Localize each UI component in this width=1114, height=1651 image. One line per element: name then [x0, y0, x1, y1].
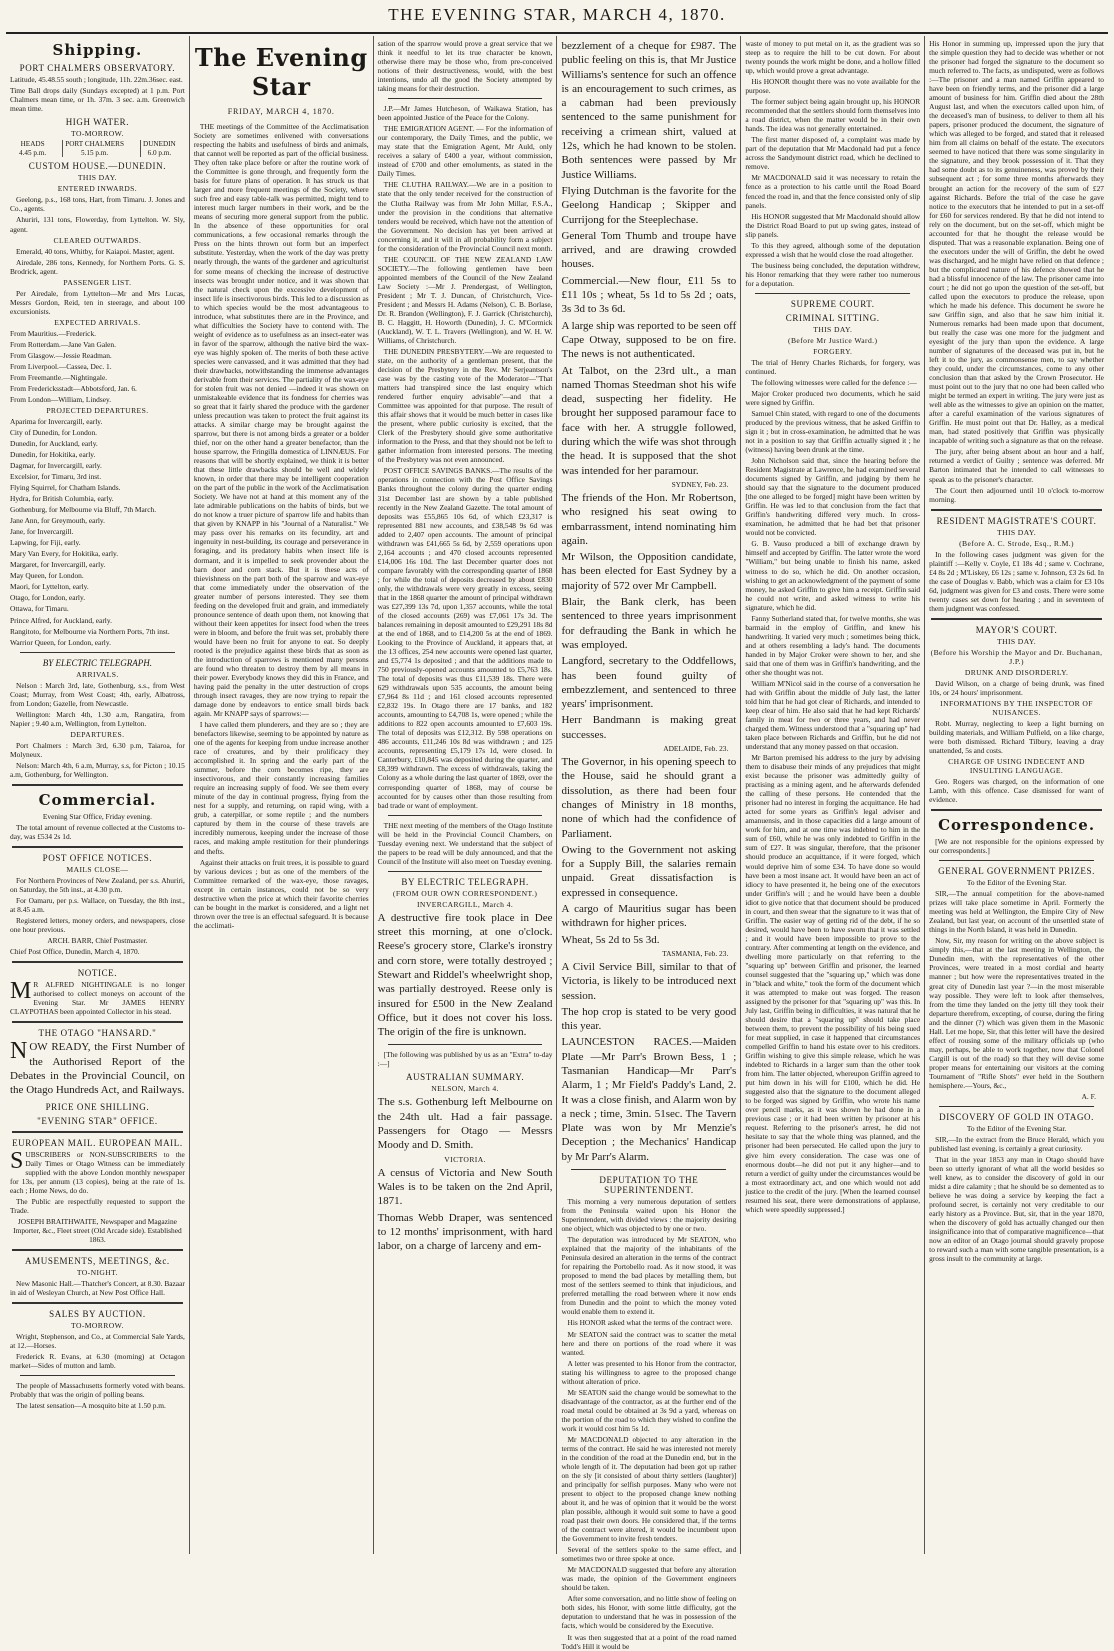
headline: AMUSEMENTS, MEETINGS, &c.: [25, 1255, 170, 1266]
dateline: SYDNEY, Feb. 23.: [671, 479, 729, 489]
paragraph: Geo. Rogers was charged, on the information of one Lamb, with this offence. Case dismissed for want of evidence.: [929, 777, 1104, 805]
headline: POST OFFICE NOTICES.: [42, 852, 153, 863]
header-rule: [6, 32, 1108, 34]
paragraph: Mr MACDONALD objected to any alteration in the terms of the contract. He said he was interested not merely in the condition of the road at the Dunedin end, but in the whole length of it. The deputation had been got up rather on the sly [it consisted of about thirty settlers (laughter)] and principally for selfish purposes. Many who were not present to object to the proposed change knew nothing about it, and he was of opinion that it would be the worst plan possible, although it would suit some to have a good road past their own doors. He considered that, if the terms of the contract were altered, it would be incumbent upon the Government to invite fresh tenders.: [561, 1434, 737, 1544]
paragraph: Latitude, 45.48.55 south ; longitude, 11h. 22m.36sec. east.: [10, 75, 183, 84]
headline: DEPUTATION TO THE SUPERINTENDENT.: [599, 1175, 699, 1196]
paragraph: The jury, after being absent about an hour and a half, returned a verdict of Guilty ; sentence was deferred. Mr Barton intimated that he intended to call witnesses to speak as to the prisoner's character.: [929, 447, 1104, 484]
paragraph: Mr SEATON said the contract was to scatter the metal here and there on portions of the road where it was wanted.: [561, 1329, 737, 1357]
paragraph: Ottawa, for Timaru.: [10, 604, 69, 614]
subheading: DEPARTURES.: [70, 729, 125, 739]
paragraph: Lapwing, for Fiji, early.: [10, 538, 81, 548]
subheading: TO-MORROW.: [71, 129, 124, 139]
paragraph: From Rotterdam.—Jane Van Galen.: [10, 339, 116, 349]
paragraph: From Liverpool.—Cassea, Dec. 1.: [10, 361, 112, 371]
paragraph: Dunedin, for Auckland, early.: [10, 439, 98, 448]
headline: "EVENING STAR" OFFICE.: [37, 1115, 158, 1126]
page-header: THE EVENING STAR, MARCH 4, 1870.: [388, 5, 726, 24]
subheading: ENTERED INWARDS.: [57, 184, 138, 194]
headline: MAYOR'S COURT.: [975, 624, 1058, 635]
headline: PRICE ONE SHILLING.: [45, 1101, 150, 1112]
column-2: [190, 36, 374, 1554]
headline: HIGH WATER.: [65, 117, 130, 128]
subheading: FORGERY.: [813, 346, 853, 356]
headline: PORT CHALMERS OBSERVATORY.: [19, 63, 176, 73]
paragraph: Robt. Murray, neglecting to keep a light burning on building materials, and William Pulfield, on a like charge, were both dismissed. Richard Tilbury, leaving a dray unattended, 5s and costs.: [929, 718, 1104, 755]
subheading: DRUNK AND DISORDERLY.: [964, 667, 1069, 677]
subheading: THIS DAY.: [77, 173, 117, 183]
subheading: PROJECTED DEPARTURES.: [46, 405, 149, 415]
paragraph: It was then suggested that at a point of the road named Todd's Hill it would be: [561, 1632, 737, 1651]
paragraph: The deputation was introduced by Mr SEATON, who explained that the majority of the inhabitants of the Peninsula desired an alteration in the terms of the contract for repairing the Portobello road. As it now stood, it was proposed to mend the bad places by metalling them, but most of the settlers seemed to think that injudicious, and preferred metalling the road between where it now ends from Dunedin and the point to which the money voted would enable them to extend it.: [561, 1235, 737, 1317]
paragraph: A Civil Service Bill, similar to that of Victoria, is likely to be introduced next session.: [561, 960, 737, 1002]
column-rule: [931, 618, 1102, 620]
paragraph: sation of the sparrow would prove a great service that we think it needful to let its true character be known, otherwise there may be those who, from pre-conceived notions of their destructiveness, would, with the best intentions, undo all the good the Society attempted by taking means for their destruction.: [377, 39, 553, 94]
column-rule: [388, 1044, 543, 1045]
paragraph: The hop crop is stated to be very good this year.: [561, 1005, 737, 1033]
paragraph: After some conversation, and no little show of feeling on both sides, his Honor, with some little difficulty, got the deputation to understand that he was in possession of the facts, which would be considered by the Executive.: [561, 1594, 737, 1631]
paragraph: From Glasgow.—Jessie Readman.: [10, 350, 112, 360]
column-rule: [12, 961, 183, 963]
paragraph: Prince Alfred, for Auckland, early.: [10, 615, 112, 625]
paragraph: Frederick R. Evans, at 6.30 (morning) at Octagon market—Sides of mutton and lamb.: [10, 1351, 185, 1370]
paragraph: Jane Ann, for Greymouth, early.: [10, 516, 105, 526]
paragraph: This morning a very numerous deputation of settlers from the Peninsula waited upon his Honor the Superintendent, with divided views : the majority desiring one object, which was objected to by one or two.: [561, 1197, 737, 1234]
headline: SUPREME COURT.: [790, 298, 875, 309]
notice-text: R ALFRED NIGHTINGALE is no longer authorised to collect moneys on account of the Evening Star. Mr JAMES HENRY CLAYPOTHAS been appointed Collector in his stead.: [10, 980, 185, 1017]
headline: NOTICE.: [77, 968, 118, 979]
section-heading: Commercial.: [38, 790, 157, 809]
paragraph: Dagmar, for Invercargill, early.: [10, 461, 102, 471]
subheading: TO-MORROW.: [71, 1320, 124, 1330]
subheading: (Before A. C. Strode, Esq., R.M.): [959, 538, 1074, 548]
paragraph: POST OFFICE SAVINGS BANKS.—The results of the operations in connection with the Post Office Savings Banks throughout the colony during the quarter ending 31st December last are shown by a table published recently in the New Zealand Gazette. The total amount of deposits was £55,865 10s 6d, of which £23,317 is represented 881 new accounts, and £38,548 9s 6d was added to 2,407 open accounts. The amount of principal withdrawn was £41,665 5s 6d, by 2,559 operations upon 2,164 accounts ; and 470 closed accounts represented £14,006 16s 10d. The last December quarter does not compare favorably with the corresponding quarter of 1868 ; for while the total of deposits decreased by about £830 only, the withdrawals were very greatly in excess, seeing that in the 1868 quarter the amount of principal withdrawn was £27,399 13s 7d, upon 1,357 accounts, while the total of the closed accounts (269) was £7,061 17s 3d. The balances remaining in deposit amounted to £29,291 18s 8d at the end of 1868, and to £14,200 5s at the end of 1869. Looking to the Province of Auckland, it appears that, at the 13 offices, 254 new accounts were opened last quarter, and £5,774 1s deposited ; and that the additions made to 750 previously-opened accounts amounted to £5,763 18s. The total of deposits was thus £11,539 18s. There were 629 withdrawals upon 535 accounts, the amount being £7,964 8s 11d ; and 161 closed accounts represented £2,832 19s. In Otago there are 17 banks, and 182 accounts, amounting to £4,708 1s, were opened ; while the additions to 822 open accounts amounted to £7,603 19s. The total of deposits was £12,312. By 598 operations on 486 accounts, £11,246 10s 8d was withdrawn ; and 125 accounts, representing £5,179 17s 1d, were closed. In Canterbury, £10,845 was deposited during the quarter, and £8,399 withdrawn. The excess of withdrawals, taking the Colony as a whole during the last quarter of 1869, over the corresponding quarter of 1868, may of course be accounted for by causes other than those resulting from bad trade or want of employment.: [377, 466, 553, 810]
paragraph: A cargo of Mauritius sugar has been withdrawn for higher prices.: [561, 902, 737, 930]
paragraph: In the following cases judgment was given for the plaintiff :—Kelly v. Coyle, £1 18s 4d ; same v. Cochrane, £4 8s 2d ; M'Liskey, £6 12s ; same v. Johnson, £3 2s 6d. In the case of Douglas v. Babb, which was a claim for £3 10s 6d, judgment was given for £3 and costs. There were some twenty cases set down for hearing ; and in seventeen of them judgment was confessed.: [929, 549, 1104, 613]
column-rule: [12, 846, 183, 848]
paragraph: The former subject being again brought up, his HONOR recommended that the settlers should form themselves into a road district, when the matter would be in their own hands. The idea was not generally entertained.: [745, 97, 921, 134]
drop-cap: N: [10, 1038, 28, 1065]
paragraph: Wellington: March 4th, 1.30 a.m, Rangatira, from Napier ; 9.40 a.m, Wellington, from Lyttelton.: [10, 709, 185, 728]
paragraph: Fanny Sutherland stated that, for twelve months, she was barmaid in the employ of Griffin, and knew his handwriting. It varied very much ; sometimes being thick, and at others resembling a lady's hand. The documents handed in by Major Croker were shown to her, and she said that one of them was in Griffin's handwriting, and the other she thought was not.: [745, 613, 921, 677]
paragraph: Airedale, 286 tons, Kennedy, for Northern Ports. G. S. Brodrick, agent.: [10, 257, 185, 276]
column-rule: [388, 98, 543, 99]
subheading: ARRIVALS.: [76, 669, 119, 679]
paragraph: Gothenburg, for Melbourne via Bluff, 7th March.: [10, 505, 157, 515]
paragraph: Warrior Queen, for London, early.: [10, 637, 111, 647]
subheading: EXPECTED ARRIVALS.: [54, 317, 141, 327]
centered-line: To the Editor of the Evening Star.: [966, 1123, 1067, 1133]
paragraph: General Tom Thumb and troupe have arrived, and are drawing crowded houses.: [561, 229, 737, 271]
centered-line: ARCH. BARR, Chief Postmaster.: [47, 936, 148, 946]
paragraph: Maori, for Lyttelton, early.: [10, 582, 89, 592]
paragraph: LAUNCESTON RACES.—Maiden Plate —Mr Parr's Brown Bess, 1 ; Tasmanian Handicap—Mr Parr's Alarm, 1 ; Mr Field's Paddy's Land, 2. It was a close finish, and Alarm won by a neck ; time, 3min. 51sec. The Tavern Plate was won by Mr Menzie's Deception ; the Mechanics' Handicap by Mr Parr's Alarm.: [561, 1036, 737, 1163]
paragraph: SIR,—In the extract from the Bruce Herald, which you published last evening, is certainly a great curiosity.: [929, 1134, 1104, 1153]
column-1: [6, 36, 190, 1554]
tide-cell: HEADS 4.45 p.m.: [19, 140, 47, 157]
paragraph: Time Ball drops daily (Sundays excepted) at 1 p.m. Port Chalmers mean time, or 1h. 37m. 3 sec. a.m. Greenwich mean time.: [10, 86, 185, 114]
notice-paragraph: [10, 1147, 185, 1195]
paragraph: Mary Van Every, for Hokitika, early.: [10, 549, 119, 559]
subheading: THIS DAY.: [997, 527, 1037, 537]
paragraph: The friends of the Hon. Mr Robertson, who resigned his seat owing to embarrassment, intend nominating him again.: [561, 491, 737, 547]
column-5: [741, 36, 925, 1554]
paragraph: waste of money to put metal on it, as the gradient was so steep as to require the hill to be cut down. For about twenty pounds the work might be done, and a hollow filled up, which would prove a great advantage.: [745, 39, 921, 76]
centered-line: Evening Star Office, Friday evening.: [42, 811, 152, 821]
headline: GENERAL GOVERNMENT PRIZES.: [938, 866, 1095, 877]
dateline: ADELAIDE, Feb. 23.: [663, 743, 729, 753]
headline: AUSTRALIAN SUMMARY.: [405, 1072, 525, 1083]
notice-paragraph: [10, 1040, 185, 1097]
column-rule: [931, 809, 1102, 811]
paragraph: Mr Barton premised his address to the jury by advising them to disabuse their minds of any prejudices that might exist because the prisoner was admittedly guilty of practising as a mining agent, and he afterwards defended the calling of these persons. He contended that the prisoner had no interest in forging the acquittance. He had acted for some years as Griffin's legal adviser and amanuensis, and in those capacities did a large amount of work for him, and at one time was indebted to him in the sum of £60, while he was only indebted to Griffin in the sum of £27. It was singular, therefore, that the prisoner should produce an acquittance, if it were forged, which would deprive him of some £34. To have done so would have been a most insane act. It would have been an act of idiocy to have presented it, he being one of the executors under Griffin's will ; and he would have been a double idiot to give notice that that document should be produced in court, and then swear that the signature to it was that of Griffin. The easier way of getting rid of the debt, if he so desired, would have been to have sworn that it was settled ; and it would have been impossible to prove to the contrary. After commenting at length on the evidence, and dwelling more particularly on that referring to the "squaring up" between Griffin and prisoner, the learned counsel suggested that the "squaring up," which was done in "black and white," took the form of the document which it was attempted to make out was forged. The reason assigned by the prisoner for that "squaring up" was this. In July last, Griffin being in difficulties, it was natural that he should desire that a "squaring up" should take place between them, to prevent the possibility of his being sued for meat supplied, in case it happened that circumstances compelled Griffin to hand his estate over to his creditors. Griffin wishing to give this simple release, which he was indebted to Richards in a larger sum than the other took from him. The latter objected, whereupon Griffin agreed to put him down in his will for £100, which he did. He suggested also that the signature to the document alleged to be forged was signed by Griffin, who wrote his name over pencil marks, as it was shown he had done in a previous case ; or it had been written by prisoner at his request. Referring to the prisoner's arrest, he did not hesitate to say that the whole thing was planned, and the prisoner had been persecuted. He called upon the jury to give him every consideration. The case was one of enormous doubt—he did not put it any higher—and to return a verdict of guilty under the circumstances would be a most extraordinary act, and one which would not add justice to the credit of the jury. [When the learned counsel resumed his seat, there were demonstrations of applause, which were speedily suppressed.]: [745, 753, 921, 1214]
tide-cell: DUNEDIN 6.0 p.m.: [140, 140, 178, 157]
paragraph: Margaret, for Invercargill, early.: [10, 560, 106, 570]
paragraph: bezzlement of a cheque for £987. The public feeling on this is, that Mr Justice Williams's sentence for such an offence is an encouragement to such crimes, as a cabman had been previously sentenced to the same punishment for receiving a crimean shirt, valued at 12s, which he had known to be stolen. Both sentences were passed by Mr Justice Williams.: [561, 40, 737, 181]
paragraph: His HONOR thought there was no vote available for the purpose.: [745, 77, 921, 96]
subheading: INVERCARGILL, March 4.: [417, 899, 514, 909]
paragraph: THE EMIGRATION AGENT. — For the information of our contemporary, the Daily Times, and the public, we may state that the Emigration Agent, Mr Auld, only receives a salary of £400 a year, without commission, instead of £700 and other emoluments, as stated in the Daily Times.: [377, 124, 553, 179]
paragraph: His HONOR suggested that Mr Macdonald should allow the District Road Board to put up swing gates, instead of slip panels.: [745, 211, 921, 239]
paragraph: Thomas Webb Draper, was sentenced to 12 months' imprisonment, with hard labor, on a charge of larceny and em-: [377, 1211, 553, 1253]
subheading: VICTORIA.: [444, 1154, 486, 1164]
paragraph: Rangitoto, for Melbourne via Northern Ports, 7th inst.: [10, 626, 170, 636]
paragraph: At Talbot, on the 23rd ult., a man named Thomas Steedman shot his wife dead, suspecting her fidelity. He brought her supposed paramour face to face with her. A struggle followed, during which the wife was shot through the head. It is supposed that the shot was intended for her paramour.: [561, 364, 737, 477]
paragraph: The latest sensation—A mosquito bite at 1.50 p.m.: [16, 1401, 166, 1411]
paragraph: The following witnesses were called for the defence :—: [751, 377, 917, 387]
paragraph: Samuel Chin stated, with regard to one of the documents produced by the previous witness, that he asked Griffin to sign it ; but in cross-examination, he admitted that he was not in a position to say that Griffin actually signed it ; he (witness) having been drunk at the time.: [745, 408, 921, 455]
paragraph: Several of the settlers spoke to the same effect, and sometimes two or three spoke at once.: [561, 1545, 737, 1564]
subheading: TO-NIGHT.: [76, 1267, 118, 1277]
paragraph: From Fredericksstadt—Abbotsford, Jan. 6.: [10, 383, 137, 393]
paragraph: Mr MACDONALD suggested that before any alteration was made, the opinion of the Government engineers should be taken.: [561, 1565, 737, 1593]
paragraph: The people of Massachusetts formerly voted with beans. Probably that was the origin of polling beans.: [10, 1381, 185, 1400]
subheading: (Before his Worship the Mayor and Dr. Buchanan, J.P.): [930, 647, 1103, 666]
paragraph: City of Dunedin, for London.: [10, 427, 98, 437]
tide-cell: PORT CHALMERS 5.15 p.m.: [62, 140, 126, 157]
paragraph: Flying Dutchman is the favorite for the Geelong Handicap ; Skipper and Currijong for the Steeplechase.: [561, 184, 737, 226]
paragraph: Now, Sir, my reason for writing on the above subject is simply this,—that at the last meeting in Wellington, the Dunedin men, with the representatives of the other Provinces, were treated in a most cordial and hearty manner ; but how were the representatives treated in the great city of Dunedin last year ?—in the most miserable way possible. They were left to look after themselves, from the time they landed on the jetty till they took their departure therefrom, excepting, of course, during the firing and the dinner (?) which was given them in the Masonic Hall. Let me hope, Sir, that this letter will have the desired effect of rousing some of the military officials up (who may, perhaps, be able to work together, now that Colonel Cargill is out of the road) so that they will devise some proper means for entertaining our visitors at the coming Tournament of "Rifle Shots" ever held in the Southern hemisphere.—Yours, &c.,: [929, 936, 1104, 1090]
paragraph: Nelson: March 4th, 6 a.m, Murray, s.s, for Picton ; 10.15 a.m, Gothenburg, for Wellington.: [10, 760, 185, 779]
section-heading: Correspondence.: [938, 816, 1096, 835]
drop-cap: M: [10, 978, 32, 1005]
column-4: [557, 36, 741, 1651]
paragraph: [We are not responsible for the opinions expressed by our correspondents.]: [929, 837, 1104, 856]
paragraph: New Masonic Hall.—Thatcher's Concert, at 8.30. Bazaar in aid of Wesleyan Church, at New Post Office Hall.: [10, 1278, 185, 1297]
paragraph: Wheat, 5s 2d to 5s 3d.: [561, 933, 660, 946]
paragraph: Emerald, 40 tons, Whitby, for Kaiapoi. Master, agent.: [16, 246, 175, 256]
paragraph: Commercial.—New flour, £11 5s to £11 10s ; wheat, 5s 1d to 5s 2d ; oats, 3s 3d to 3s 6d.: [561, 274, 737, 316]
column-rule: [931, 509, 1102, 511]
paragraph: Hydra, for British Columbia, early.: [10, 494, 114, 504]
subheading: (FROM OUR OWN CORRESPONDENT.): [392, 888, 538, 898]
subheading: PASSENGER LIST.: [63, 277, 132, 287]
paragraph: The s.s. Gothenburg left Melbourne on the 24th ult. Had a fair passage. Passengers for Otago — Messrs Moody and D. Smith.: [377, 1096, 553, 1152]
paragraph: For Northern Provinces of New Zealand, per s.s. Ahuriri, on Saturday, the 5th inst., at 4.30 p.m.: [10, 875, 185, 894]
italic-heading: BY ELECTRIC TELEGRAPH.: [42, 657, 153, 668]
subheading: INFORMATIONS BY THE INSPECTOR OF NUISANCES.: [940, 698, 1093, 717]
paragraph: I have called them plunderers, and they are so ; they are benefactors likewise, seeming to be appointed by nature as one of the agents for keeping from undue increase another race of creatures, and by their prolificacy they accomplished it. In spring and the early part of the summer, before the corn becomes ripe, they are insectivorous, and their constantly increasing families require an increasing supply of food. We see them every minute of the day in continual progress, flying from the nest for a supply, and returning, on rapid wing, with a grub, a caterpillar, or some reptile ; and the numbers captured by them in the course of these travels are incredibly numerous, keeping under the increase of those races, and making ample restitution for their plunderings and thefts.: [193, 720, 369, 856]
paragraph: The Court then adjourned until 10 o'clock to-morrow morning.: [929, 485, 1104, 504]
subheading: MAILS CLOSE—: [66, 864, 129, 874]
paragraph: That in the year 1853 any man in Otago should have been so utterly ignorant of what all the world besides so well knew, as to consider the discovery of gold in our midst a dire calamity ; that he should be so demented as to believe he was doing a service by keeping the fact a profound secret, is certainly not very creditable to our early history as a Province. But, sir, that in the year 1870, when the discovery of gold has actually changed our then insignificance into that of comparative magnificence—that now an editor of an Otago journal should gravely propose to reward such a man with some tangible presentation, is a gross insult to the community at large.: [929, 1155, 1104, 1264]
paragraph: Ahuriri, 131 tons, Flowerday, from Lyttelton. W. Sly, agent.: [10, 215, 185, 234]
subheading: CHARGE OF USING INDECENT AND INSULTING LANGUAGE.: [948, 757, 1085, 775]
subheading: NELSON, March 4.: [431, 1084, 499, 1094]
paragraph: A letter was presented to his Honor from the contractor, stating his willingness to agree to the proposed change without alteration of price.: [561, 1358, 737, 1386]
paragraph: [The following was published by us as an "Extra" to-day :—]: [377, 1050, 553, 1069]
paragraph: THE CLUTHA RAILWAY.—We are in a position to state that the only tender received for the construction of the Clutha Railway was from Mr John Millar, F.S.A., under the provision in the conditions that alternative tenders would be received, which have not the attention of the Government. No decision has yet been arrived at concerning it, and it will in all probability form a subject for the consideration of the Provincial Council next month.: [377, 180, 553, 253]
notice-text: UBSCRIBERS or NON-SUBSCRIBERS to the Daily Times or Otago Witness can be immediately supplied with the above London monthly newspaper for 13s, per annum (13 copies), being at the rate of 1s. each ; Home News, do do.: [10, 1149, 185, 1195]
paragraph: William M'Nicol said in the course of a conversation he had with Griffin about the middle of July last, the latter told him that he had got clear of Richards, and intended to keep clear of him. He also said that he had kept Richards' family in meat for two or three years, and had never charged them. Witness understood that a "squaring up" had taken place between Richards and Griffin, but he did not understand that any money passed on that occasion.: [745, 678, 921, 752]
paragraph: The total amount of revenue collected at the Customs to-day, was £534 2s 1d.: [10, 822, 185, 841]
paragraph: From London—William, Lindsey.: [10, 394, 112, 404]
column-rule: [20, 1375, 175, 1376]
paragraph: THE meetings of the Committee of the Acclimatisation Society are sometimes enlivened with conversations respecting the habits and usefulness of birds and animals, that cannot well be reported as part of the official business. They often take place before or after the routine work of the Committee is gone through, and frequently form the basis for future plans of operation. It has struck us that larger and more frequent meetings of the Society, where such free and easy table-talk was permitted, might tend to interest much larger numbers in their work, and be the means of securing more general support from the public. In the absence of these opportunities for oral communications, a few occasional remarks through the Press on the hints thrown out form but an imperfect substitute. Yesterday, when the work of the day was pretty nearly through, the wants of the gardener and agriculturist for some means of checking the increase of destructive insects was brought under notice, and it was shown that the natural check upon the excessive development of insect life is insectivorous birds. This led to a discussion as to which species would be the most advantageous to introduce, what substitutes there are in the Province, and what difficulties the Society have to contend with. The weight of evidence as to usefulness as an insect-eater was in favor of the sparrow, although the native bird the wax-eye was highly spoken of. The merits of both these active species were canvassed, and it was admitted that they had their drawbacks, notwithstanding the immense advantages derivable from their services. The partiality of the wax-eye for stolen fruit was not denied —indeed it was shown on unmistakeable evidence that its fondness for cherries was so great that it fairly shared the produce with the gardener unless precaution was taken to protect the fruit against its attacks. A similar charge may be brought against the sparrow, but there is not among birds a greater or a bolder thief, nor on the other hand a greater benefactor, than the house sparrow, the Fringilla domestica of LINNÆUS. For reasons that will be shortly explained, we think it is better that these little drawbacks should be well and widely known, in order that there may be intelligent cooperation on the part of the public in the work of the Acclimatisation Society. We have not at hand at this moment any of the late admirable publications on the habits of birds, but we do not know a truer picture of sparrow life and habits than that given by KNAPP in his "Journal of a Naturalist." We may pass over his remarks on its fecundity, art and ingenuity in nest-building, its courage and perseverance in foraging, and its predatory habits when insect life is dormant, and it is impelled to seek provender about the barn door and corn stack. But it is these acts of thievishness on the part both of the sparrow and wax-eye that come immediately under the observation of the greater number of persons interested. They see them feeding on the developed fruit and grain, and immediately pronounce sentence of death upon them, not knowing that without their keen appetites for insect food when the trees were in bloom, and before the fruit was set, probably there would have been no fruit for anyone to eat. So deeply rooted is the prejudice against these birds that as soon as the introduction of sparrows is mentioned many persons are found who threaten to destroy them by all means in their power. Everybody knows they did this in France, and having paid the penalty in the utter destruction of crops through insect ravages, they are now trying to repair the damage done by endeavors to entice small birds back again. Mr KNAPP says of sparrows:—: [193, 122, 369, 719]
notice-paragraph: [10, 980, 185, 1016]
paragraph: His Honor in summing up, impressed upon the jury that the simple question they had to decide was whether or not the prisoner had forged the signature to the document so much referred to. The facts, as undisputed, were as follows :—The prisoner and a man named Griffin appeared to have been on friendly terms, and the prisoner did a large amount of business for him. Griffin died about the 28th August last, and when the executors called upon him, of the deceased's man of business, to deliver to them all his papers, prisoner produced the document, the signature of which was alleged to be forged, and stated that it released him from all claims on behalf of the estate. The executors seemed to have noticed that there was some singularity in the signature, and they brook possession of it. That they had some doubt as to its genuineness, was proved by their subsequent act ; for some three months afterwards they brought an action for the recovery of the sum of £27 against Richards. Before the trial of the case he gave notice to the executors that he intended to put in a set-off for £60 for services rendered. By that he did not intend to rely on the document, but on the set-off, which might be accounted for that he thought the release would be disputed. That was a reasonable explanation. Being one of the executors under the will of Griffin, the debt he owed was discharged, and he might have relied on that defence ; but the complicated nature of his defence showed that he had a blissful innocence of the law. The prisoner came into court ; he did not go upon the question of the set-off, but called upon the executors to produce the release, upon which he made his defence. This document he swore he saw Griffin sign, and also that he saw him initial it. Numerous remarks had been made upon that document, but really the case was one more for the judgment and eyesight of the jury than upon the evidence. A large number of signatures of the deceased was put in, but he left it to the jury, as commonsense men, to say whether they could, under the circumstances, come to any other conclusion than that asked by the Crown Prosecutor. He must point out to the jury that no one had been called who might be termed an expert in writing. The jury were just as well able as the witnesses to give an opinion on the matter, after a careful examination of the various signatures of Griffin. He must point out that Dr. Halley, as a medical man, had stated positively that Griffin was physically incapable of writing such a signature as that on the release.: [929, 39, 1104, 446]
paragraph: To this they agreed, although some of the deputation expressed a wish that he would close the road altogether.: [745, 240, 921, 259]
nameplate: The Evening Star: [194, 43, 368, 101]
paragraph: His HONOR asked what the terms of the contract were.: [567, 1318, 733, 1328]
column-rule: [939, 860, 1094, 861]
paragraph: A census of Victoria and New South Wales is to be taken on the 2nd April, 1871.: [377, 1166, 553, 1208]
paragraph: SIR,—The annual competition for the above-named prizes will take place sometime in April. Formerly the meeting was held at Wellington, the Empire City of New Zealand, but last year, on account of the unsettled state of things in the North Island, it was held in Dunedin.: [929, 889, 1104, 935]
paragraph: Owing to the Government not asking for a Supply Bill, the salaries remain unpaid. Great dissatisfaction is expressed in consequence.: [561, 843, 737, 899]
subheading: THIS DAY.: [813, 324, 853, 334]
paragraph: A large ship was reported to be seen off Cape Otway, supposed to be on fire. The news is not authenticated.: [561, 319, 737, 361]
paragraph: John Nicholson said that, since the hearing before the Resident Magistrate at Lawrence, he had examined several documents signed by Griffin, and judging by them he should say that the signature to the document produced [the one alleged to be forged] might have been written by Griffin. He was led to that conclusion from the fact that Griffin's handwriting differed very much. In cross-examination, he admitted that he had bet that prisoner would not be convicted.: [745, 456, 921, 538]
section-heading: Shipping.: [52, 41, 143, 59]
paragraph: Against their attacks on fruit trees, it is possible to guard by various devices ; but as one of the members of the Committee remarked of the wax-eye, those ravages, except in certain instances, could not be so very destructive when the price at which their favorite cherries can be bought in the market is considered, and a light net thrown over the tree is an effectual safeguard. It is because the acclimati-: [193, 857, 369, 930]
issue-date: FRIDAY, MARCH 4, 1870.: [227, 107, 335, 116]
headline: CRIMINAL SITTING.: [785, 312, 880, 323]
paragraph: Jane, for Invercargill.: [10, 527, 74, 537]
headline: CUSTOM HOUSE.—DUNEDIN.: [28, 161, 167, 172]
column-rule: [12, 1021, 183, 1023]
paragraph: For Oamaru, per p.s. Wallace, on Tuesday, the 8th inst., at 8.45 a.m.: [10, 896, 185, 915]
paragraph: THE DUNEDIN PRESBYTERY.—We are requested to state, on the authority of a gentleman present, that the decision of the Presbytery in the Rev. Mr Serjeantson's case was by the casting vote of the Moderator—"That matters had transpired since the last enquiry which rendered further enquiry advisable"—and that a Committee was appointed for that purpose. The result of this affair shows that it would be much better in cases like the present, where public curiosity is excited, that the Clerk of the Presbytery should give some authoritative information to the Press, and that they should not be left to gather information from interested persons. The meeting of the Presbytery was not even announced.: [377, 347, 553, 465]
dateline: TASMANIA, Feb. 23.: [662, 948, 729, 958]
paragraph: David Wilson, on a charge of being drunk, was fined 10s, or 24 hours' imprisonment.: [929, 678, 1104, 697]
centered-line: JOSEPH BRAITHWAITE, Newspaper and Magazine Importer, &c., Fleet street (Old Arcade side). Established 1863.: [13, 1216, 182, 1244]
paragraph: Chief Post Office, Dunedin, March 4, 1870.: [10, 947, 140, 957]
column-rule: [12, 1302, 183, 1304]
headline: BY ELECTRIC TELEGRAPH.: [401, 876, 529, 887]
paragraph: Mr MACDONALD said it was necessary to retain the fence as a protection to his cattle until the Road Board fenced the road in, and that the fence consisted only of slip panels.: [745, 173, 921, 210]
tide-table: [10, 140, 185, 157]
column-3: [374, 36, 558, 1554]
paragraph: Dunedin, for Hokitika, early.: [10, 450, 96, 460]
paragraph: Herr Bandmann is making great successes.: [561, 714, 737, 741]
paragraph: Otago, for London, early.: [10, 593, 86, 603]
paragraph: Nelson : March 3rd, late, Gothenburg, s.s., from West Coast; Murray, from West Coast; 4th, early, Albatross, from London; Gazelle, from Newcastle.: [10, 680, 185, 708]
paragraph: From Mauritius.—Frederick.: [10, 328, 97, 338]
paragraph: Geelong, p.s., 168 tons, Hart, from Timaru. J. Jones and Co., agents.: [10, 195, 185, 214]
subheading: (Before Mr Justice Ward.): [788, 335, 878, 345]
subheading: THIS DAY.: [997, 636, 1037, 646]
notice-text: OW READY, the First Number of the Authorised Report of the Debates in the Provincial Council, on the Otago Hundreds Act, and Railways.: [10, 1041, 185, 1097]
headline: THE OTAGO "HANSARD.": [38, 1028, 157, 1039]
paragraph: The business being concluded, the deputation withdrew, his Honor remarking that they were rather too numerous for a deputation.: [745, 260, 921, 288]
paragraph: Wright, Stephenson, and Co., at Commercial Sale Yards, at 12.—Horses.: [10, 1331, 185, 1350]
paragraph: THE next meeting of the members of the Otago Institute will be held in the Provincial Council Chambers, on Tuesday evening next. We understand that the subject of the papers to be read will be duly announced, and that the Council of the Institute will also meet on Tuesday evening.: [377, 820, 553, 866]
paragraph: May Queen, for London.: [10, 571, 84, 581]
column-rule: [12, 1131, 183, 1133]
paragraph: The first matter disposed of, a complaint was made by part of the deputation that Mr Macdonald had put a fence across the Sandymount district road, which he declined to remove.: [745, 135, 921, 172]
headline: EUROPEAN MAIL. EUROPEAN MAIL.: [12, 1137, 183, 1148]
column-rule: [388, 871, 543, 872]
paragraph: Excelsior, for Timaru, 3rd inst.: [10, 472, 102, 482]
paragraph: Major Croker produced two documents, which he said were signed by Griffin.: [745, 388, 921, 407]
column-rule: [12, 1249, 183, 1251]
column-rule: [388, 815, 543, 816]
column-rule: [939, 1106, 1094, 1107]
paragraph: The trial of Henry Charles Richards, for forgery, was continued.: [745, 357, 921, 376]
column-rule: [20, 652, 175, 653]
paragraph: Per Airedale, from Lyttelton—Mr and Mrs Lucas, Messrs Gordon, Reid, ten in steerage, and about 100 excursionists.: [10, 288, 185, 316]
headline: DISCOVERY OF GOLD IN OTAGO.: [939, 1111, 1094, 1122]
signature: A. F.: [1081, 1091, 1096, 1101]
newspaper-columns: [6, 36, 1108, 1651]
paragraph: From Freemantle.—Nightingale.: [10, 372, 108, 382]
paragraph: Mr Wilson, the Opposition candidate, has been elected for East Sydney by a majority of 572 over Mr Campbell.: [561, 551, 737, 592]
subheading: CLEARED OUTWARDS.: [53, 235, 142, 245]
paragraph: Port Chalmers : March 3rd, 6.30 p.m, Taiaroa, for Molyneux.: [10, 740, 185, 759]
paragraph: Registered letters, money orders, and newspapers, close one hour previous.: [10, 916, 185, 935]
paragraph: Blair, the Bank clerk, has been sentenced to three years imprisonment for defrauding the Bank in which he was employed.: [561, 596, 737, 651]
column-rule: [571, 1169, 726, 1170]
drop-cap: S: [10, 1147, 24, 1174]
paragraph: The Governor, in his opening speech to the House, said he should grant a dissolution, as there had been four changes of Ministry in 18 months, none of which had the confidence of Parliament.: [561, 756, 737, 840]
headline: RESIDENT MAGISTRATE'S COURT.: [936, 515, 1097, 526]
paragraph: Mr SEATON said the change would be somewhat to the disadvantage of the contractor, as at the further end of the road metal could be obtained at 3s 9d a yard, whereas on the portion of the road to which they wished to confine the work it would cost him 5s 1d.: [561, 1387, 737, 1433]
paragraph: A destructive fire took place in Dee street this morning, at one o'clock. Reese's grocery store, Clarke's ironstry and corn store, were totally destroyed ; Stewart and Riddel's wheelwright shop, was partially destroyed. Reese only is insured for £500 in the New Zealand Office, but it does not cover his loss. The origin of the fire is unknown.: [377, 911, 553, 1039]
column-6: [925, 36, 1108, 1554]
paragraph: G. B. Vauso produced a bill of exchange drawn by himself and accepted by Griffin. The latter wrote the word "William," but being unable to finish his name, asked witness to do so, which he did. On another occasion, wishing to get an acknowledgment of the payment of some money, he asked Griffin to give him a receipt. Griffin said he could not write, and asked witness to write his signature, which he did.: [745, 539, 921, 612]
column-rule: [12, 784, 183, 786]
paragraph: Langford, secretary to the Oddfellows, has been found guilty of embezzlement, and sentenced to three years' imprisonment.: [561, 655, 737, 711]
headline: SALES BY AUCTION.: [49, 1308, 146, 1319]
centered-line: To the Editor of the Evening Star.: [966, 878, 1067, 888]
paragraph: Aparima for Invercargill, early.: [10, 416, 103, 426]
paragraph: The Public are respectfully requested to support the Trade.: [10, 1196, 185, 1215]
column-rule: [755, 293, 910, 294]
paragraph: Flying Squirrel, for Chatham Islands.: [10, 483, 121, 493]
paragraph: THE COUNCIL OF THE NEW ZEALAND LAW SOCIETY.—The following gentlemen have been appointed members of the Council of the New Zealand Law Society :—Mr J. Prendergast, of Wellington, President ; Mr T. J. Duncan, of Christchurch, Vice-President ; and Messrs H. Adams (Nelson), C. B. Borlase, Dr. R. Brandon (Wellington), F. J. Garrick (Christchurch), B. C. Haggitt, H. Howorth (Dunedin), J. C. M'Cormick (Auckland), W. T. L. Travers (Wellington), and W. H. W. Williams, of Christchurch.: [377, 254, 553, 345]
paragraph: J.P.—Mr James Hutcheson, of Waikawa Station, has been appointed Justice of the Peace for the Colony.: [377, 104, 553, 123]
